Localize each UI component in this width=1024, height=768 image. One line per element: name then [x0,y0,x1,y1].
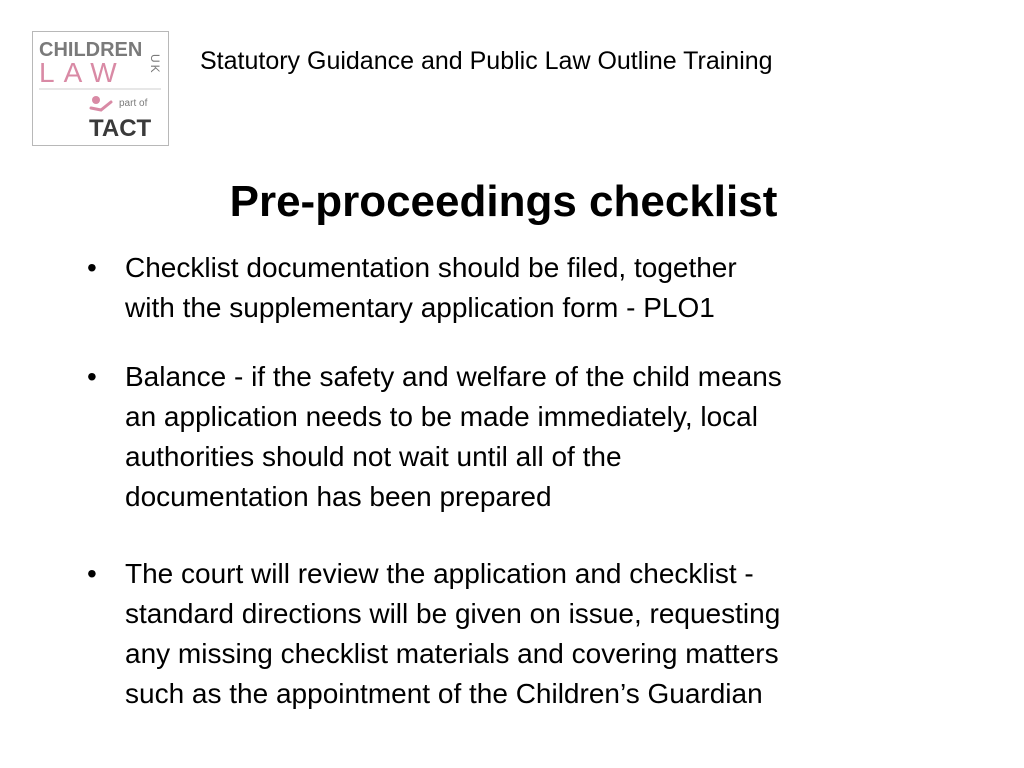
header-title: Statutory Guidance and Public Law Outline Training [200,47,773,75]
bullet-line: Balance - if the safety and welfare of the child means [125,361,782,392]
logo-children-text: CHILDREN [39,39,143,61]
logo-part-of-text: part of [119,98,148,109]
bullet-line: with the supplementary application form - PLO1 [125,292,715,323]
bullet-dot: • [87,252,97,283]
bullet-line: standard directions will be given on issue, requesting [125,598,781,629]
bullet-dot: • [87,558,97,589]
logo-graphic [33,32,168,145]
bullet-text [125,248,945,328]
bullet-line: Checklist documentation should be filed, together [125,252,737,283]
bullet-line: such as the appointment of the Children’s Guardian [125,678,763,709]
tact-figure-icon [91,96,111,110]
slide-title: Pre-proceedings checklist [229,177,778,226]
bullet-text [125,357,945,517]
logo-uk-text: UK [148,54,162,75]
logo-tact-text: TACT [89,115,152,142]
bullet-line: an application needs to be made immediately, local [125,401,758,432]
bullet-text [125,554,945,714]
children-law-uk-logo [32,31,169,146]
bullet-dot: • [87,361,97,392]
bullet-line: any missing checklist materials and covering matters [125,638,779,669]
bullet-line: The court will review the application and checklist - [125,558,754,589]
logo-law-text: LAW [39,57,126,88]
bullet-line: documentation has been prepared [125,481,552,512]
bullet-line: authorities should not wait until all of the [125,441,622,472]
